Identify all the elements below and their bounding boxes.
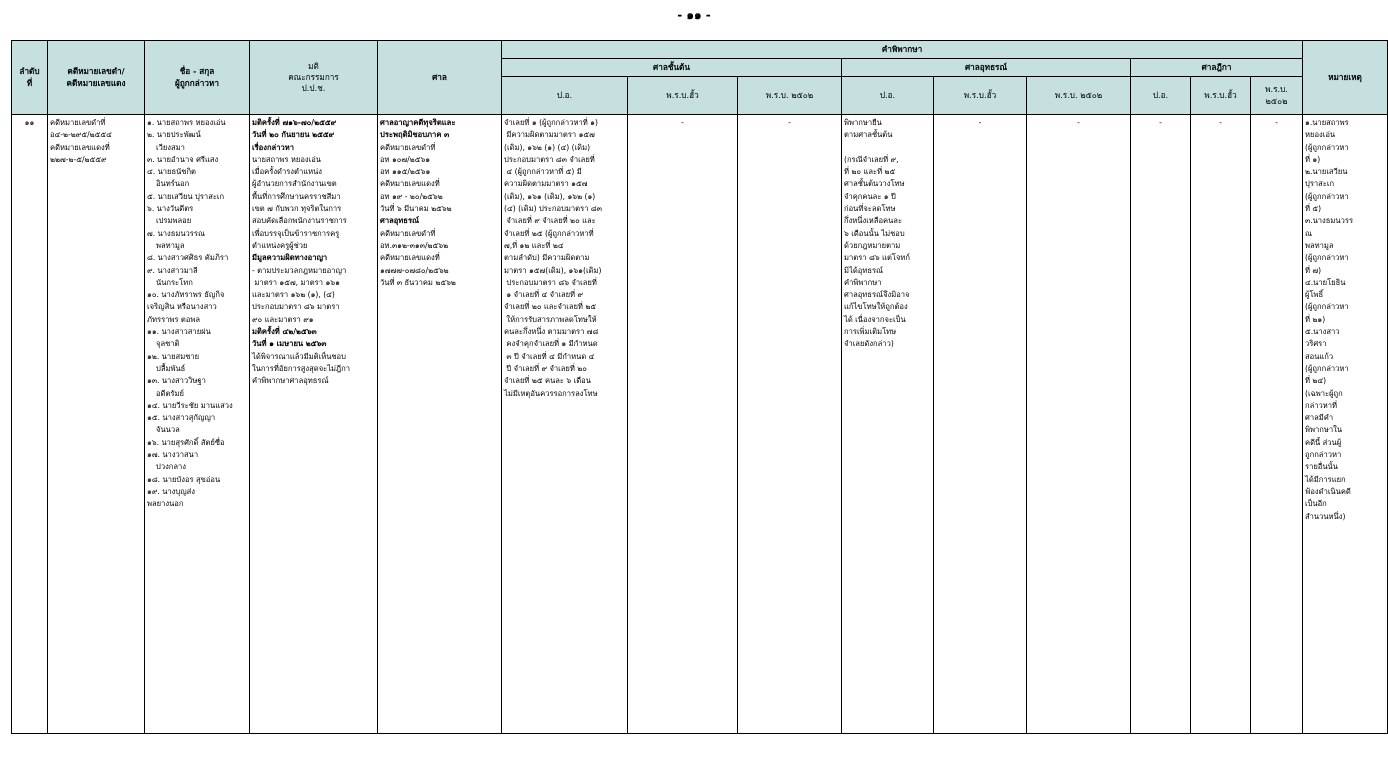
court-appeal-cases: คดีหมายเลขดำที่ อท.๓๑๒-๓๑๓/๒๕๖๒ คดีหมายเลขแดงที่ ๑๗๗๗-๐๗๘๐/๒๕๖๒ วันที่ ๓ ธันวาคม ๒๕๖๒ <box>380 228 456 287</box>
header-appeal-2502: พ.ร.บ. ๒๕๐๒ <box>1027 77 1131 115</box>
header-first-instance: ศาลชั้นต้น <box>502 59 842 77</box>
name-item-cont: เปรมพลอย <box>156 216 192 226</box>
cell-appeal-2502: - <box>1027 115 1131 734</box>
nacc-criminal-grounds: มีมูลความผิดทางอาญา <box>252 253 328 263</box>
court-first-cases: คดีหมายเลขดำที่ อท ๑๐๗/๒๕๖๑ อท ๑๑๕/๒๕๖๑ คดีหมายเลขแดงที่ อท ๑๙ - ๒๐/๒๕๖๒ วันที่ ๖ มีนาคม ๒๕๖๒ <box>380 142 452 214</box>
header-judgment: คำพิพากษา <box>502 41 1303 59</box>
name-item-cont: พลทามูล <box>156 240 185 250</box>
cell-supreme-bribery: - <box>1191 115 1251 734</box>
nacc-sections: - ตามประมวลกฎหมายอาญา มาตรา ๑๕๗, มาตรา ๑๖๑ และมาตรา ๑๖๒ (๑), (๔) ประกอบมาตรา ๘๖ มาตรา ๙๐ และมาตรา ๙๑ <box>252 265 347 324</box>
name-item: ๑๔. นายวีระชัย มานแสวง <box>147 400 233 410</box>
cell-appeal-po <box>842 115 934 734</box>
header-supreme-bribery: พ.ร.บ.ฮั้ว <box>1191 77 1251 115</box>
header-remarks: หมายเหตุ <box>1303 41 1388 115</box>
first-po-text: จำเลยที่ ๑ (ผู้ถูกกล่าวหาที่ ๑) มีความผิดตามมาตรา ๑๕๗ (เดิม), ๑๖๒ (๑) (๔) (เดิม) ประกอบมาตรา ๘๓ จำเลยที่ ๔ (ผู้ถูกกล่าวหาที่ ๕) มี ความผิดตามมาตรา ๑๕๗ (เดิม), ๑๖๑ (เดิม), ๑๖๒ (๑) (๔) (เดิม) ประกอบมาตรา ๘๓ จำเลยที่ ๙ จำเลยที่ ๒๐ และ จำเลยที่ ๒๕ (ผู้ถูกกล่าวหาที่ ๗,ที่ ๑๒ และที่ ๒๔ ตามลำดับ) มีความผิดตาม มาตรา ๑๕๗(เดิม), ๑๖๑(เดิม) ประกอบมาตรา ๘๖ จำเลยที่ ๑ จำเลยที่ ๔ จำเลยที่ ๙ จำเลยที่ ๒๐ และจำเลยที่ ๒๕ ให้การรับสารภาพลดโทษให้ คนละกึ่งหนึ่ง ตามมาตรา ๗๘ คงจำคุกจำเลยที่ ๑ มีกำหนด ๓ ปี จำเลยที่ ๔ มีกำหนด ๔ ปี จำเลยที่ ๙ จำเลยที่ ๒๐ จำเลยที่ ๒๕ คนละ ๖ เดือน ไม่มีเหตุอันควรรอการลงโทษ <box>504 118 602 398</box>
appeal-po-text: พิพากษายืน ตามศาลชั้นต้น (กรณีจำเลยที่ ๙, ที่ ๒๐ และที่ ๒๕ ศาลชั้นต้นวางโทษ จำคุกคนละ ๑ ปี ก่อนที่จะลดโทษ กึ่งหนึ่งเหลือคนละ ๖ เดือนนั้น ไม่ชอบ ด้วยกฎหมายตาม มาตรา ๘๖ แต่โจทก์ มิได้อุทธรณ์ คำพิพากษา ศาลอุทธรณ์จึงมิอาจ แก้ไขโทษให้ถูกต้อง ได้ เนื่องจากจะเป็น การเพิ่มเติมโทษ จำเลยดังกล่าว) <box>844 118 911 349</box>
name-item: ๖. นางวันดีตร <box>147 204 194 214</box>
name-item: ๑๐. นางภัทราพร ธัญกิจ <box>147 290 225 300</box>
name-item: ๑๒. นายสมชาย <box>147 351 200 361</box>
cell-supreme-2502: - <box>1251 115 1303 734</box>
name-item: ๑๓. นางสาววิษฐา <box>147 376 206 386</box>
name-item-cont: จุลชาติ <box>156 339 180 349</box>
header-court: ศาล <box>378 41 502 115</box>
cell-supreme-po: - <box>1131 115 1191 734</box>
header-appeal: ศาลอุทธรณ์ <box>842 59 1131 77</box>
cell-first-bribery: - <box>628 115 738 734</box>
header-supreme-po: ป.อ. <box>1131 77 1191 115</box>
header-first-po: ป.อ. <box>502 77 628 115</box>
nacc-resolution-2-text: ได้พิจารณาแล้วมีมติเห็นชอบ ในการที่อัยการสูงสุดจะไม่ฎีกา คำพิพากษาศาลอุทธรณ์ <box>252 351 351 386</box>
name-item: ๙. นางสาวมาลี <box>147 265 198 275</box>
name-item: ๘. นางสาวศศิธร คัมภิรา <box>147 253 229 263</box>
case-no-text: คดีหมายเลขดำที่ อ๔-๒-๒๙๕/๒๕๕๔ คดีหมายเลขแดงที่ ๒๒๗-๒-๕/๒๕๕๙ <box>50 118 112 164</box>
header-nacc: มติ คณะกรรมการ ป.ป.ช. <box>250 41 378 115</box>
name-item: ๑๗. นางวาสนา <box>147 450 199 460</box>
header-case-no: คดีหมายเลขดำ/ คดีหมายเลขแดง <box>48 41 145 115</box>
cell-remarks <box>1303 115 1388 734</box>
name-item: ๗. นางธมนวรรณ <box>147 228 205 238</box>
court-appeal-name: ศาลอุทธรณ์ <box>380 216 420 226</box>
header-names: ชื่อ - สกุล ผู้ถูกกล่าวหา <box>145 41 250 115</box>
header-supreme-2502: พ.ร.บ. ๒๕๐๒ <box>1251 77 1303 115</box>
header-first-bribery: พ.ร.บ.ฮั้ว <box>628 77 738 115</box>
name-item-cont: ภัทรราพร ตอพล <box>147 314 201 324</box>
table-row <box>12 115 1388 734</box>
name-item-cont: เจริญสิน หรือนางสาว <box>147 302 217 312</box>
cell-first-2502: - <box>738 115 842 734</box>
court-first-name: ศาลอาญาคดีทุจริตและ ประพฤติมิชอบภาค ๓ <box>380 118 456 140</box>
name-item-cont: เวียงสมา <box>156 142 185 152</box>
header-appeal-po: ป.อ. <box>842 77 934 115</box>
nacc-resolution-2: มติครั้งที่ ๔๒/๒๕๖๓ วันที่ ๑ เมษายน ๒๕๖๓ <box>252 327 327 349</box>
cell-first-po <box>502 115 628 734</box>
cell-appeal-bribery: - <box>934 115 1027 734</box>
name-item: ๒. นายประพัฒน์ <box>147 130 201 140</box>
name-item: ๓. นายอำนาจ ศรีแสง <box>147 154 219 164</box>
remarks-text: ๑.นายสถาพร หยองเอ่น (ผู้ถูกกล่าวหา ที่ ๑) ๒.นายเสวียน ปุราสะเก (ผู้ถูกกล่าวหา ที่ ๕) ๓.นางธมนวรร ณ พลทามูล (ผู้ถูกกล่าวหา ที่ ๗) ๔.นายโยธิน ผู้โพธิ์ (ผู้ถูกกล่าวหา ที่ ๒๑) ๕.นางสาว วริศรา สอนแก้ว (ผู้ถูกกล่าวหา ที่ ๒๔) (เฉพาะผู้ถูก กล่าวหาที่ ศาลมีคำ พิพากษาใน คดีนี้ ส่วนผู้ ถูกกล่าวหา รายอื่นนั้น ได้มีการแยก ฟ้องดำเนินคดี เป็นอีก สำนวนหนึ่ง) <box>1305 118 1354 521</box>
cell-no: ๑๑ <box>12 115 48 734</box>
name-item-cont: อินทร์นอก <box>156 179 190 189</box>
name-item: ๑๘. นายบังอร สุขอ่อน <box>147 474 221 484</box>
page-number: - ๑๑ - <box>677 8 711 22</box>
name-item-cont: จันนวล <box>156 425 180 435</box>
name-item: ๑๙. นางบุญส่ง <box>147 486 196 496</box>
header-first-2502: พ.ร.บ. ๒๕๐๒ <box>738 77 842 115</box>
name-item: ๔. นายธนัชกิต <box>147 167 196 177</box>
name-item: ๑๖. นายสุรศักดิ์ สัตย์ซื่อ <box>147 437 225 447</box>
name-item: ๑๑. นางสาวสายฝน <box>147 327 211 337</box>
name-item: ๑. นายสถาพร หยองเอ่น <box>147 118 226 127</box>
cell-nacc <box>250 115 378 734</box>
nacc-resolution-1: มติครั้งที่ ๗๑๖-๗๐/๒๕๕๙ วันที่ ๒๐ กันยายน ๒๕๕๙ เรื่องกล่าวหา <box>252 118 337 152</box>
nacc-allegation: นายสถาพร หยองเอ่น เมื่อครั้งดำรงตำแหน่ง ผู้อำนวยการสำนักงานเขต พื้นที่การศึกษานครราชสีมา เขต ๗ กับพวก ทุจริตในการ สอบคัดเลือกพนักงานราชการ เพื่อบรรจุเป็นข้าราชการครู ตำแหน่งครูผู้ช่วย <box>252 154 347 250</box>
name-item: ๑๕. นางสาวสุกัญญา <box>147 413 216 423</box>
header-appeal-bribery: พ.ร.บ.ฮั้ว <box>934 77 1027 115</box>
cell-names <box>145 115 250 734</box>
name-item: ๕. นายเสวียน ปุราสะเก <box>147 191 225 201</box>
name-item-cont: พลยางนอก <box>147 499 184 509</box>
cell-case-no <box>48 115 145 734</box>
header-no: ลำดับ ที่ <box>12 41 48 115</box>
header-supreme: ศาลฎีกา <box>1131 59 1303 77</box>
case-table <box>11 40 1388 734</box>
cell-court <box>378 115 502 734</box>
name-item-cont: ปวงกลาง <box>156 462 187 472</box>
name-item-cont: อดีตรัมย์ <box>156 388 184 398</box>
name-item-cont: นันกระโทก <box>156 277 193 287</box>
name-item-cont: ปลื้มพันธ์ <box>156 363 186 373</box>
